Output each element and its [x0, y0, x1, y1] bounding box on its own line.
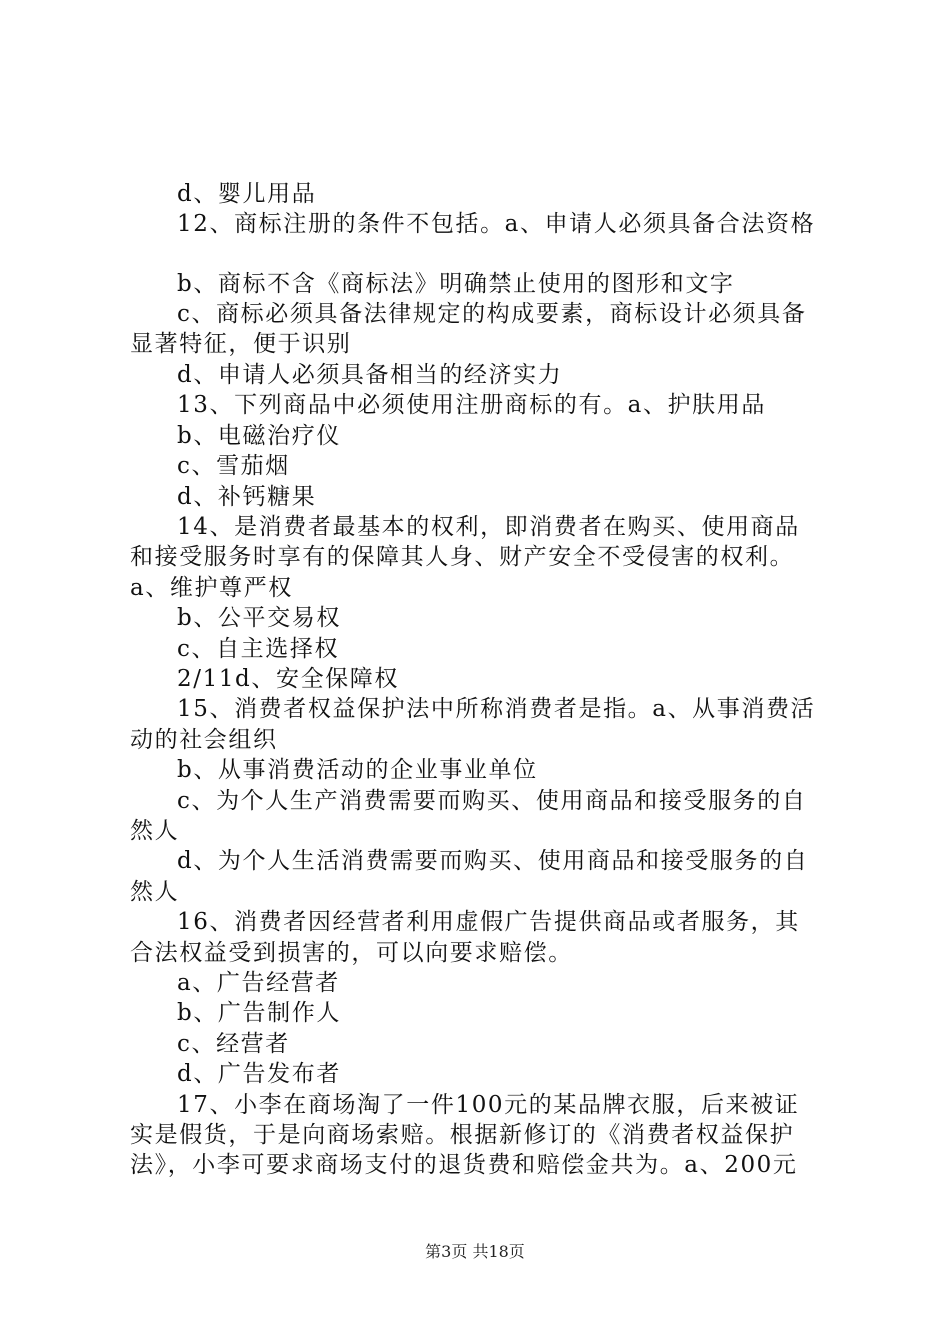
text-line: c、雪茄烟: [177, 453, 290, 479]
text-line: 法》，小李可要求商场支付的退货费和赔偿金共为。a、200元: [130, 1152, 798, 1178]
text-line: 2/11d、安全保障权: [177, 666, 399, 692]
text-line: c、自主选择权: [177, 636, 340, 662]
text-line: a、维护尊严权: [130, 575, 293, 601]
text-line: b、从事消费活动的企业事业单位: [177, 757, 538, 783]
text-line: 合法权益受到损害的，可以向要求赔偿。: [130, 940, 573, 966]
text-line: d、补钙糖果: [177, 484, 317, 510]
text-line: c、商标必须具备法律规定的构成要素，商标设计必须具备: [177, 301, 807, 327]
text-line: b、广告制作人: [177, 1000, 341, 1026]
text-line: b、公平交易权: [177, 605, 341, 631]
text-line: c、经营者: [177, 1031, 290, 1057]
text-line: d、婴儿用品: [177, 181, 317, 207]
text-line: b、商标不含《商标法》明确禁止使用的图形和文字: [177, 271, 735, 297]
text-line: b、电磁治疗仪: [177, 423, 341, 449]
text-line: 然人: [130, 818, 180, 844]
text-line: 14、是消费者最基本的权利，即消费者在购买、使用商品: [177, 514, 800, 540]
text-line: 16、消费者因经营者利用虚假广告提供商品或者服务，其: [177, 909, 800, 935]
text-line: 17、小李在商场淘了一件100元的某品牌衣服，后来被证: [177, 1092, 800, 1118]
text-line: d、为个人生活消费需要而购买、使用商品和接受服务的自: [177, 848, 809, 874]
page-number-footer: 第3页 共18页: [425, 1242, 525, 1261]
text-line: a、广告经营者: [177, 970, 340, 996]
text-line: d、广告发布者: [177, 1061, 341, 1087]
text-line: 13、下列商品中必须使用注册商标的有。a、护肤用品: [177, 392, 766, 418]
text-line: 显著特征，便于识别: [130, 331, 352, 357]
text-line: c、为个人生产消费需要而购买、使用商品和接受服务的自: [177, 788, 807, 814]
text-line: 和接受服务时享有的保障其人身、财产安全不受侵害的权利。: [130, 544, 795, 570]
text-line: 动的社会组织: [130, 727, 278, 753]
text-line: 然人: [130, 879, 180, 905]
text-line: 实是假货，于是向商场索赔。根据新修订的《消费者权益保护: [130, 1122, 795, 1148]
text-line: d、申请人必须具备相当的经济实力: [177, 362, 563, 388]
text-line: 15、消费者权益保护法中所称消费者是指。a、从事消费活: [177, 696, 816, 722]
text-line: 12、商标注册的条件不包括。a、申请人必须具备合法资格: [177, 211, 816, 237]
